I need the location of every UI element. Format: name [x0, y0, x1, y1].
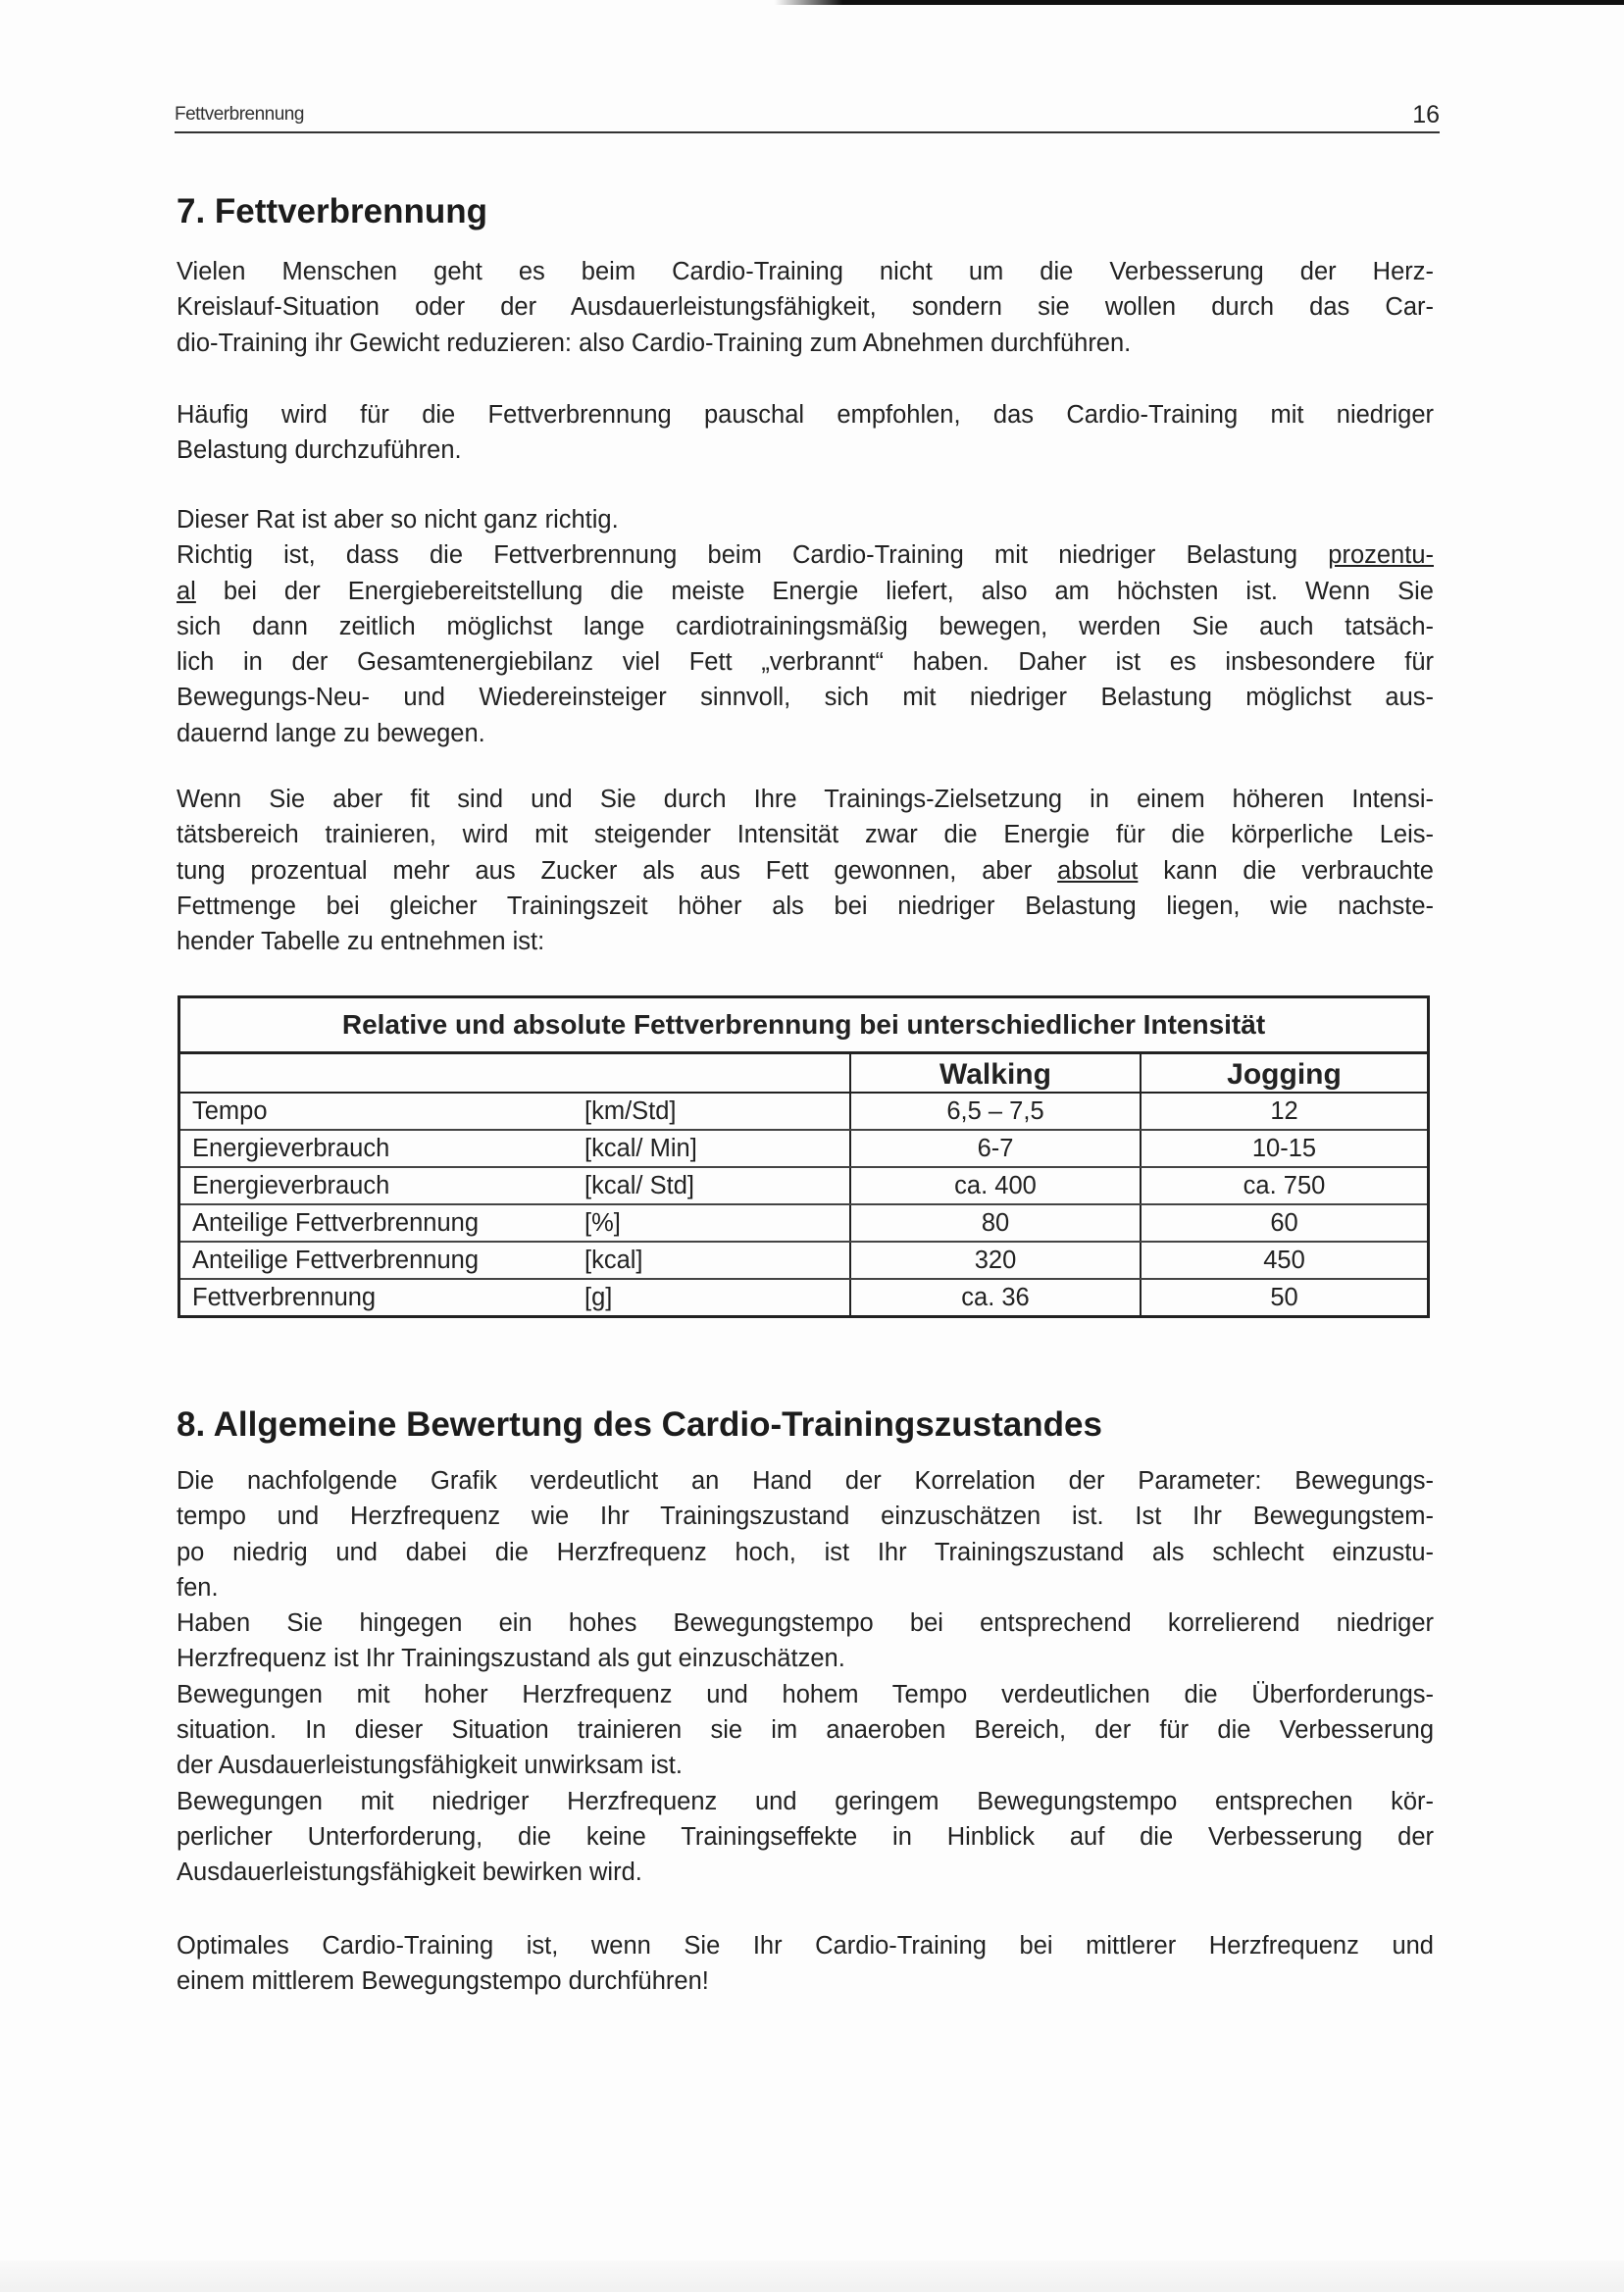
running-header	[175, 92, 1440, 133]
text-line: situation. In dieser Situation trainieren sie im anaeroben Bereich, der für die Verbesserung	[177, 1716, 1434, 1745]
walking-value: 320	[850, 1242, 1141, 1279]
section-7-paragraph-2	[177, 397, 1434, 469]
walking-value: 6-7	[850, 1130, 1141, 1167]
text-line: tempo und Herzfrequenz wie Ihr Trainingszustand einzuschätzen ist. Ist Ihr Bewegungstem-	[177, 1503, 1434, 1531]
row-unit: [kcal]	[584, 1242, 850, 1279]
table-row	[179, 1093, 1429, 1130]
table-row	[179, 1279, 1429, 1317]
row-unit: [kcal/ Std]	[584, 1167, 850, 1204]
text-line: Bewegungen mit niedriger Herzfrequenz und geringem Bewegungstempo entsprechen kör-	[177, 1787, 1434, 1815]
row-label: Anteilige Fettverbrennung	[179, 1204, 585, 1242]
scan-edge-bar	[775, 0, 1624, 5]
text-line: Vielen Menschen geht es beim Cardio-Training nicht um die Verbesserung der Herz-	[177, 258, 1434, 285]
text-span: tung prozentual mehr aus Zucker als aus Fett gewonnen, aber	[177, 856, 1058, 885]
text-line: perlicher Unterforderung, die keine Trainingseffekte in Hinblick auf die Verbesserung der	[177, 1822, 1434, 1851]
underlined-word: prozentu-	[1328, 541, 1434, 570]
column-header-blank	[179, 1053, 851, 1094]
section-7-paragraph-4	[177, 782, 1434, 959]
scan-bottom-band	[0, 2261, 1624, 2292]
text-span: kann die verbrauchte	[1138, 856, 1434, 885]
section-7-heading: 7. Fettverbrennung	[177, 192, 487, 230]
row-unit: [kcal/ Min]	[584, 1130, 850, 1167]
walking-value: ca. 400	[850, 1167, 1141, 1204]
text-line: Bewegungs-Neu- und Wiedereinsteiger sinnvoll, sich mit niedriger Belastung möglichst aus-	[177, 684, 1434, 712]
text-line: Haben Sie hingegen ein hohes Bewegungstempo bei entsprechend korrelierend niedriger	[177, 1609, 1434, 1638]
walking-value: 80	[850, 1204, 1141, 1242]
text-span: Richtig ist, dass die Fettverbrennung beim Cardio-Training mit niedriger Belastung	[177, 541, 1329, 570]
underlined-word: absolut	[1057, 856, 1139, 885]
page-number: 16	[1412, 101, 1440, 128]
text-line: Ausdauerleistungsfähigkeit bewirken wird.	[177, 1859, 642, 1887]
jogging-value: 60	[1141, 1204, 1429, 1242]
text-line	[177, 537, 1434, 573]
fat-burning-table	[178, 995, 1430, 1318]
row-label: Energieverbrauch	[179, 1130, 585, 1167]
text-line: Dieser Rat ist aber so nicht ganz richtig.	[177, 506, 619, 534]
text-line	[177, 574, 1434, 609]
row-label: Energieverbrauch	[179, 1167, 585, 1204]
text-line: Kreislauf-Situation oder der Ausdauerleistungsfähigkeit, sondern sie wollen durch das Car-	[177, 293, 1434, 322]
jogging-value: 12	[1141, 1093, 1429, 1130]
text-line: Belastung durchzuführen.	[177, 436, 462, 465]
section-7-paragraph-1	[177, 254, 1434, 361]
section-8-heading: 8. Allgemeine Bewertung des Cardio-Trainingszustandes	[177, 1405, 1102, 1444]
text-line: hender Tabelle zu entnehmen ist:	[177, 928, 545, 956]
text-line: po niedrig und dabei die Herzfrequenz hoch, ist Ihr Trainingszustand als schlecht einzustu-	[177, 1538, 1434, 1566]
walking-value: 6,5 – 7,5	[850, 1093, 1141, 1130]
row-label: Tempo	[179, 1093, 585, 1130]
text-line: Die nachfolgende Grafik verdeutlicht an Hand der Korrelation der Parameter: Bewegungs-	[177, 1467, 1434, 1495]
text-line: Optimales Cardio-Training ist, wenn Sie Ihr Cardio-Training bei mittlerer Herzfrequenz und	[177, 1932, 1434, 1960]
table-caption: Relative und absolute Fettverbrennung bei unterschiedlicher Intensität	[179, 997, 1429, 1053]
text-line: Fettmenge bei gleicher Trainingszeit höher als bei niedriger Belastung liegen, wie nachste-	[177, 891, 1434, 920]
table-row	[179, 1130, 1429, 1167]
text-line: dauernd lange zu bewegen.	[177, 719, 485, 747]
walking-value: ca. 36	[850, 1279, 1141, 1317]
text-line: Herzfrequenz ist Ihr Trainingszustand als gut einzuschätzen.	[177, 1645, 845, 1673]
text-line: lich in der Gesamtenergiebilanz viel Fett „verbrannt“ haben. Daher ist es insbesondere für	[177, 648, 1434, 677]
jogging-value: 450	[1141, 1242, 1429, 1279]
table-caption-row	[179, 997, 1429, 1053]
section-7-paragraph-3	[177, 502, 1434, 751]
column-header-jogging: Jogging	[1141, 1053, 1429, 1094]
row-label: Anteilige Fettverbrennung	[179, 1242, 585, 1279]
running-title: Fettverbrennung	[175, 104, 304, 125]
text-line: einem mittlerem Bewegungstempo durchführen!	[177, 1967, 709, 1996]
text-span: bei der Energiebereitstellung die meiste Energie liefert, also am höchsten ist. Wenn Sie	[195, 577, 1434, 605]
section-8-paragraph-2	[177, 1928, 1434, 2000]
column-header-walking: Walking	[850, 1053, 1141, 1094]
text-line: der Ausdauerleistungsfähigkeit unwirksam ist.	[177, 1752, 683, 1780]
text-line: fen.	[177, 1573, 219, 1602]
text-line: Häufig wird für die Fettverbrennung pauschal empfohlen, das Cardio-Training mit niedriger	[177, 401, 1434, 429]
jogging-value: 10-15	[1141, 1130, 1429, 1167]
underlined-word: al	[177, 577, 196, 605]
text-line	[177, 853, 1434, 889]
jogging-value: ca. 750	[1141, 1167, 1429, 1204]
text-line: dio-Training ihr Gewicht reduzieren: also Cardio-Training zum Abnehmen durchführen.	[177, 329, 1132, 357]
section-8-paragraph-1	[177, 1463, 1434, 1891]
table-row	[179, 1242, 1429, 1279]
text-line: sich dann zeitlich möglichst lange cardiotrainingsmäßig bewegen, werden Sie auch tatsäch-	[177, 612, 1434, 640]
text-line: tätsbereich trainieren, wird mit steigender Intensität zwar die Energie für die körperliche Leis-	[177, 821, 1434, 849]
table-header-row	[179, 1053, 1429, 1094]
row-unit: [%]	[584, 1204, 850, 1242]
text-line: Wenn Sie aber fit sind und Sie durch Ihre Trainings-Zielsetzung in einem höheren Intensi-	[177, 786, 1434, 813]
row-unit: [g]	[584, 1279, 850, 1317]
text-line: Bewegungen mit hoher Herzfrequenz und hohem Tempo verdeutlichen die Überforderungs-	[177, 1680, 1434, 1708]
row-label: Fettverbrennung	[192, 1283, 377, 1311]
table-row	[179, 1204, 1429, 1242]
row-unit: [km/Std]	[584, 1093, 850, 1130]
table-row	[179, 1167, 1429, 1204]
jogging-value: 50	[1270, 1283, 1298, 1311]
